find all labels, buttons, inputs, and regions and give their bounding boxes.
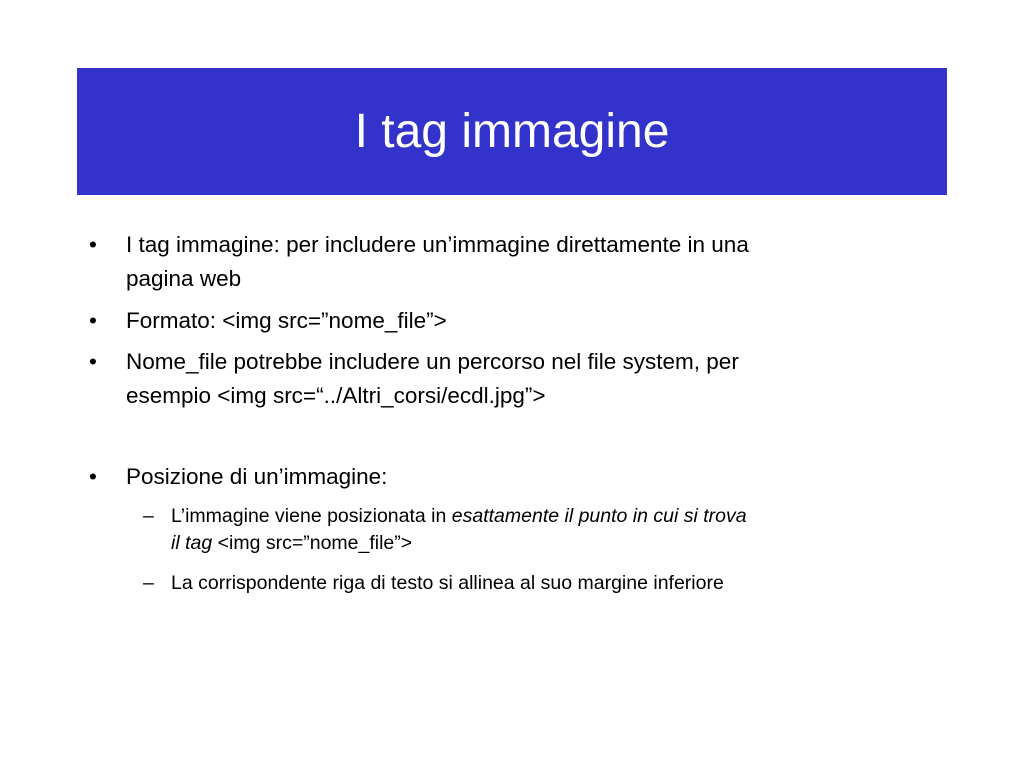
bullet-item-1 [126,228,936,296]
bullet-item-1-line2: pagina web [126,266,242,291]
bullet-item-2-line1: Formato: <img src=”nome_file”> [126,308,447,333]
bullet-item-3 [126,345,936,413]
bullet-item-4 [126,460,936,494]
bullet-item-3-line1: Nome_file potrebbe includere un percorso nel file system, per [126,349,739,374]
sub-item-1-text-plain: L’immagine viene posizionata in [171,505,452,527]
bullet-marker: • [89,232,97,257]
dash-marker: – [143,572,154,594]
bullet-item-3-line2: esempio <img src=“../Altri_corsi/ecdl.jpg”> [126,383,546,408]
sub-item-2 [171,570,951,597]
sub-item-1-text-italic-2: il tag [171,532,213,554]
bullet-marker: • [89,349,97,374]
bullet-marker: • [89,464,97,489]
sub-item-1 [171,503,951,557]
sub-item-1-line1 [171,503,951,530]
bullet-item-2 [126,304,936,338]
dash-marker: – [143,505,154,527]
sub-item-2-line1: La corrispondente riga di testo si allinea al suo margine inferiore [171,572,724,594]
bullet-item-1-line1: I tag immagine: per includere un’immagine direttamente in una [126,232,749,257]
slide-title: I tag immagine [354,105,670,158]
sub-item-1-text-plain-2: <img src=”nome_file”> [212,532,413,554]
sub-item-1-line2 [171,530,951,557]
bullet-item-4-line1: Posizione di un’immagine: [126,464,388,489]
sub-item-1-text-italic: esattamente il punto in cui si trova [451,505,747,527]
bullet-marker: • [89,308,97,333]
